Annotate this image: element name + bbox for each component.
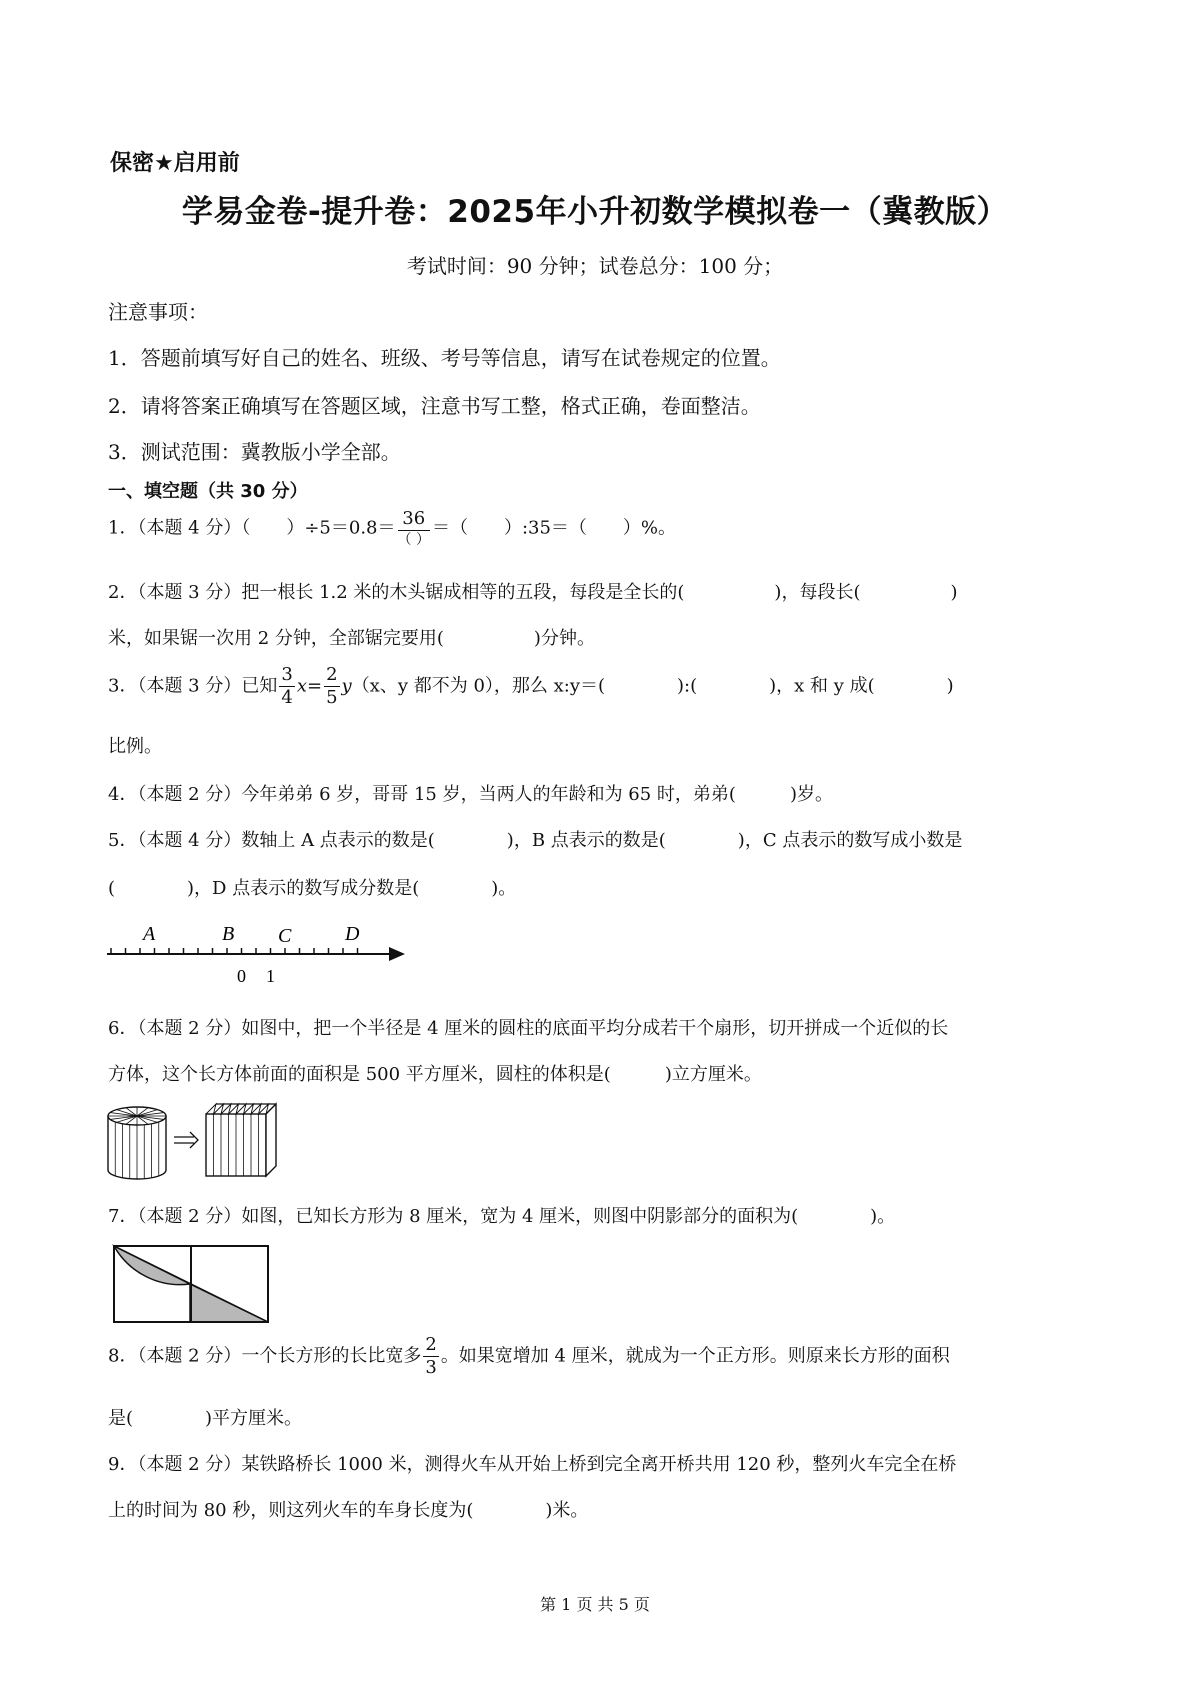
- q3-text-b: （x、y 都不为 0），那么 x:y＝( ):( )，x 和 y 成( ): [351, 675, 954, 697]
- question-8-line-2: 是( )平方厘米。: [108, 1408, 303, 1429]
- secret-mark: 保密★启用前: [110, 151, 240, 176]
- axis-label-c: C: [278, 925, 292, 947]
- q1-text-a: 1．（本题 4 分）（ ）÷5＝0.8＝: [108, 517, 396, 539]
- q3-var-y: y: [341, 675, 352, 697]
- exam-info: 考试时间：90 分钟；试卷总分：100 分；: [406, 254, 784, 278]
- question-5-line-1: 5．（本题 4 分）数轴上 A 点表示的数是( )，B 点表示的数是( )，C 点表示的数写成小数是: [108, 830, 963, 851]
- question-3: [108, 666, 954, 707]
- section-title: 一、填空题（共 30 分）: [108, 481, 308, 502]
- q8-text-b: 。如果宽增加 4 厘米，就成为一个正方形。则原来长方形的面积: [440, 1345, 950, 1367]
- q1-frac-den: （ ）: [397, 532, 430, 548]
- page-footer: 第 1 页 共 5 页: [540, 1595, 650, 1614]
- shaded-rectangle-figure: [112, 1244, 272, 1324]
- q8-frac-den: 3: [425, 1357, 437, 1378]
- axis-label-d: D: [345, 923, 360, 945]
- axis-label-b: B: [222, 923, 235, 945]
- q1-fraction: [398, 510, 430, 547]
- number-line-arrow: [389, 947, 405, 961]
- question-9-line-2: 上的时间为 80 秒，则这列火车的车身长度为( )米。: [108, 1500, 589, 1521]
- question-4: 4．（本题 2 分）今年弟弟 6 岁，哥哥 15 岁，当两人的年龄和为 65 时，弟弟( )岁。: [108, 784, 833, 805]
- page-title: 学易金卷-提升卷：2025年小升初数学模拟卷一（冀教版）: [181, 194, 1009, 230]
- q3-frac2-den: 5: [326, 687, 338, 708]
- q3-text-a: 3．（本题 3 分）已知: [108, 675, 278, 697]
- q3-var-x: x: [296, 675, 307, 697]
- question-8: [108, 1336, 950, 1377]
- question-6-line-1: 6．（本题 2 分）如图中，把一个半径是 4 厘米的圆柱的底面平均分成若干个扇形，切开拼成一个近似的长: [108, 1018, 949, 1039]
- cuboid-top-edge: [206, 1104, 269, 1114]
- q3-fraction-2: [324, 666, 339, 707]
- q3-frac2-num: 2: [326, 664, 338, 685]
- note-item-2: 2．请将答案正确填写在答题区域，注意书写工整，格式正确，卷面整洁。: [108, 394, 761, 418]
- question-7: 7．（本题 2 分）如图，已知长方形为 8 厘米，宽为 4 厘米，则图中阴影部分的面积为( )。: [108, 1206, 896, 1227]
- question-2-line-2: 米，如果锯一次用 2 分钟，全部锯完要用( )分钟。: [108, 628, 595, 649]
- q8-fraction: [423, 1336, 438, 1377]
- q1-text-b: ＝（ ）:35＝（ ）%。: [431, 517, 677, 539]
- cylinder-shape: [108, 1107, 166, 1179]
- cuboid-shape: [206, 1104, 276, 1176]
- question-2-line-1: 2．（本题 3 分）把一根长 1.2 米的木头锯成相等的五段，每段是全长的( )，每段长( ): [108, 582, 958, 603]
- question-9-line-1: 9．（本题 2 分）某铁路桥长 1000 米，测得火车从开始上桥到完全离开桥共用 120 秒，整列火车完全在桥: [108, 1454, 957, 1475]
- q3-frac1-den: 4: [281, 687, 293, 708]
- axis-zero-label: 0: [237, 966, 246, 986]
- question-1: [108, 510, 676, 547]
- notes-heading: 注意事项：: [108, 300, 208, 324]
- q1-frac-num: 36: [398, 510, 430, 531]
- axis-one-label: 1: [266, 966, 275, 986]
- cylinder-cuboid-figure: [106, 1102, 286, 1182]
- q3-frac1-num: 3: [281, 664, 293, 685]
- right-arrow-icon: [174, 1132, 198, 1148]
- number-line-figure: [105, 918, 415, 990]
- note-item-3: 3．测试范围：冀教版小学全部。: [108, 440, 401, 464]
- q3-fraction-1: [279, 666, 294, 707]
- question-3-line-2: 比例。: [108, 736, 162, 757]
- note-item-1: 1．答题前填写好自己的姓名、班级、考号等信息，请写在试卷规定的位置。: [108, 346, 781, 370]
- q3-equals: =: [306, 675, 323, 697]
- q8-frac-num: 2: [425, 1334, 437, 1355]
- q8-text-a: 8．（本题 2 分）一个长方形的长比宽多: [108, 1345, 422, 1367]
- axis-label-a: A: [143, 923, 156, 945]
- question-5-line-2: ( )，D 点表示的数写成分数是( )。: [108, 878, 517, 899]
- question-6-line-2: 方体，这个长方体前面的面积是 500 平方厘米，圆柱的体积是( )立方厘米。: [108, 1064, 762, 1085]
